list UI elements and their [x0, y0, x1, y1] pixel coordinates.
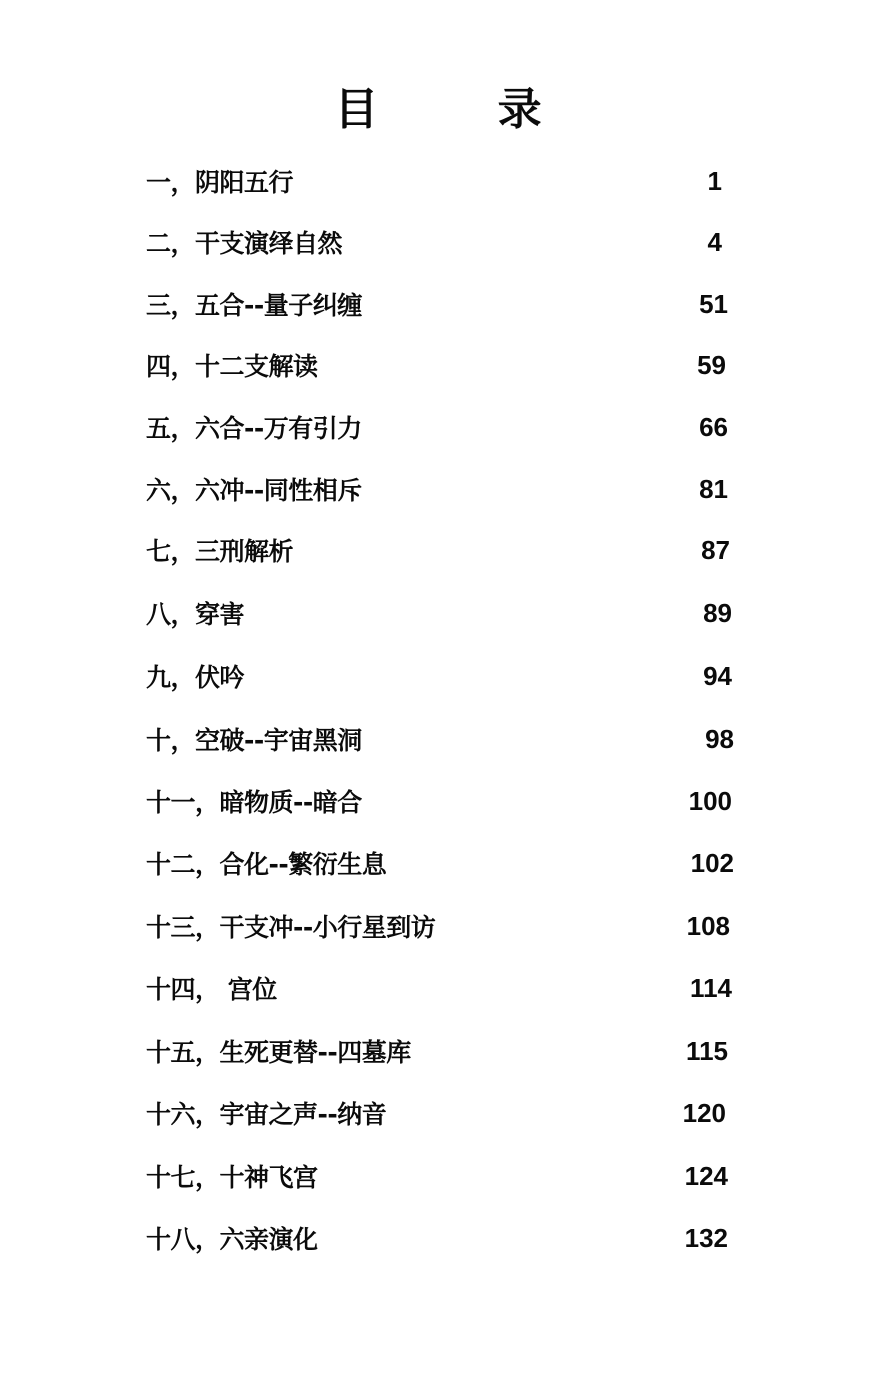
toc-entry-page: 100 — [688, 785, 732, 816]
toc-entry-page: 108 — [686, 910, 730, 941]
toc-entry — [146, 843, 736, 883]
toc-entry-page: 81 — [699, 473, 728, 504]
toc-entry-title: 六，六冲--同性相斥 — [146, 476, 362, 505]
toc-entry-title: 十七，十神飞宫 — [146, 1163, 318, 1192]
toc-entry-title: 二，干支演绎自然 — [146, 229, 343, 258]
toc-entry-title: 九，伏吟 — [146, 663, 245, 692]
toc-entry-title: 八，穿害 — [146, 600, 245, 629]
toc-entry — [146, 593, 736, 633]
toc-entry-title: 四，十二支解读 — [146, 352, 318, 381]
toc-entry-page: 114 — [690, 972, 732, 1003]
toc-entry-page: 1 — [707, 165, 722, 196]
toc-entry-title: 十四， 宫位 — [146, 975, 277, 1004]
toc-entry-title: 十五，生死更替--四墓库 — [146, 1038, 411, 1067]
toc-entry-page: 115 — [686, 1035, 728, 1066]
toc-entry-page: 66 — [699, 411, 728, 442]
toc-entry-title: 十二，合化--繁衍生息 — [146, 850, 387, 879]
toc-entry-page: 132 — [684, 1222, 728, 1253]
toc-entry-title: 三，五合--量子纠缠 — [146, 291, 362, 320]
toc-entry — [146, 1156, 736, 1196]
toc-entry — [146, 1218, 736, 1258]
toc-entry-page: 4 — [707, 226, 722, 257]
toc-entry — [146, 345, 736, 385]
toc-entry — [146, 284, 736, 324]
toc-entry — [146, 1031, 736, 1071]
toc-entry-page: 102 — [690, 847, 734, 878]
toc-entry-title: 十八，六亲演化 — [146, 1225, 318, 1254]
toc-entry — [146, 161, 736, 201]
toc-entry — [146, 968, 736, 1008]
toc-entry-page: 89 — [703, 597, 732, 628]
toc-entry-page: 98 — [705, 723, 734, 754]
toc-entry — [146, 407, 736, 447]
toc-entry — [146, 781, 736, 821]
toc-entry-title: 七，三刑解析 — [146, 537, 294, 566]
toc-entry — [146, 906, 736, 946]
toc-entry-page: 59 — [697, 349, 726, 380]
toc-entry-page: 124 — [684, 1160, 728, 1191]
toc-entry-title: 五，六合--万有引力 — [146, 414, 362, 443]
toc-entry-page: 120 — [682, 1097, 726, 1128]
toc-entry — [146, 656, 736, 696]
toc-entry-title: 十六，宇宙之声--纳音 — [146, 1100, 387, 1129]
toc-entry-page: 87 — [701, 534, 730, 565]
toc-entry — [146, 222, 736, 262]
toc-entry-page: 51 — [699, 288, 728, 319]
toc-entry-page: 94 — [703, 660, 732, 691]
toc-entry-title: 十，空破--宇宙黑洞 — [146, 726, 362, 755]
toc-entry — [146, 719, 736, 759]
toc-title: 目 录 — [334, 84, 594, 135]
toc-entry-title: 十三，干支冲--小行星到访 — [146, 913, 436, 942]
toc-entry — [146, 530, 736, 570]
toc-entry-title: 一，阴阳五行 — [146, 168, 294, 197]
toc-entry — [146, 469, 736, 509]
toc-entry — [146, 1093, 736, 1133]
toc-entry-title: 十一，暗物质--暗合 — [146, 788, 362, 817]
